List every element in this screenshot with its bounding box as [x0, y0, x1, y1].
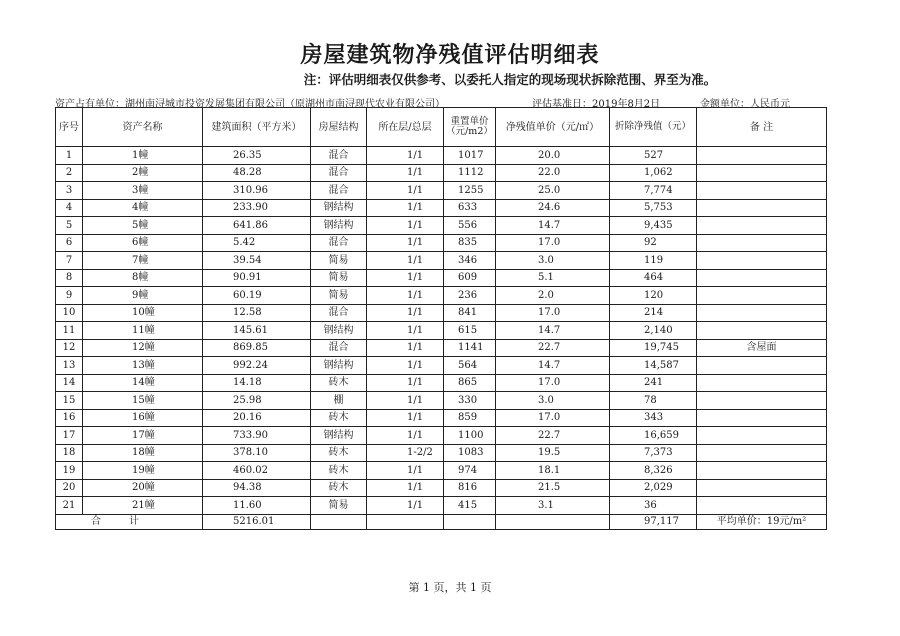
table-row — [56, 252, 827, 270]
cell-area: 641.86 — [203, 217, 311, 235]
cell-unit-cost: 346 — [444, 252, 496, 270]
cell-name: 16幢 — [83, 409, 203, 427]
table-row — [56, 462, 827, 480]
cell-floor: 1/1 — [367, 462, 444, 480]
cell-no: 21 — [56, 497, 83, 515]
cell-floor: 1/1 — [367, 357, 444, 375]
cell-floor: 1/1 — [367, 322, 444, 340]
cell-net-price: 17.0 — [496, 304, 610, 322]
cell-net-value: 464 — [610, 269, 697, 287]
cell-area: 60.19 — [203, 287, 311, 305]
header-net-value: 折除净残值（元） — [610, 108, 697, 147]
table-header-row — [56, 108, 827, 147]
cell-floor: 1/1 — [367, 269, 444, 287]
table-row — [56, 357, 827, 375]
cell-no: 6 — [56, 234, 83, 252]
cell-no: 13 — [56, 357, 83, 375]
cell-floor: 1/1 — [367, 217, 444, 235]
cell-unit-cost: 564 — [444, 357, 496, 375]
cell-net-value: 92 — [610, 234, 697, 252]
cell-floor: 1/1 — [367, 304, 444, 322]
cell-net-price: 18.1 — [496, 462, 610, 480]
header-structure: 房屋结构 — [311, 108, 367, 147]
cell-net-price: 22.7 — [496, 427, 610, 445]
header-area: 建筑面积（平方米） — [203, 108, 311, 147]
page-title: 房屋建筑物净残值评估明细表 — [300, 43, 600, 68]
cell-structure: 简易 — [311, 269, 367, 287]
cell-remark — [697, 357, 827, 375]
cell-net-price: 17.0 — [496, 409, 610, 427]
cell-unit-cost: 816 — [444, 479, 496, 497]
cell-floor: 1/1 — [367, 374, 444, 392]
cell-remark — [697, 304, 827, 322]
cell-remark — [697, 427, 827, 445]
table-row — [56, 427, 827, 445]
cell-structure: 钢结构 — [311, 217, 367, 235]
cell-net-price: 22.0 — [496, 164, 610, 182]
cell-structure: 砖木 — [311, 409, 367, 427]
header-no: 序号 — [56, 108, 83, 147]
cell-net-value: 19,745 — [610, 339, 697, 357]
cell-floor: 1/1 — [367, 182, 444, 200]
total-empty-cell — [367, 514, 444, 529]
cell-name: 14幢 — [83, 374, 203, 392]
table-row — [56, 199, 827, 217]
cell-structure: 砖木 — [311, 479, 367, 497]
cell-remark — [697, 287, 827, 305]
cell-floor: 1/1 — [367, 409, 444, 427]
cell-name: 5幢 — [83, 217, 203, 235]
cell-area: 90.91 — [203, 269, 311, 287]
cell-unit-cost: 1141 — [444, 339, 496, 357]
cell-remark — [697, 497, 827, 515]
table-row — [56, 287, 827, 305]
cell-remark — [697, 322, 827, 340]
table-row — [56, 444, 827, 462]
cell-unit-cost: 1100 — [444, 427, 496, 445]
table-row — [56, 182, 827, 200]
cell-net-price: 22.7 — [496, 339, 610, 357]
cell-net-value: 7,373 — [610, 444, 697, 462]
total-empty-cell — [444, 514, 496, 529]
cell-unit-cost: 835 — [444, 234, 496, 252]
cell-structure: 砖木 — [311, 462, 367, 480]
cell-floor: 1/1 — [367, 147, 444, 165]
cell-no: 17 — [56, 427, 83, 445]
cell-floor: 1/1 — [367, 234, 444, 252]
cell-net-value: 78 — [610, 392, 697, 410]
cell-net-value: 16,659 — [610, 427, 697, 445]
cell-net-price: 25.0 — [496, 182, 610, 200]
cell-remark — [697, 182, 827, 200]
cell-structure: 混合 — [311, 182, 367, 200]
cell-net-price: 5.1 — [496, 269, 610, 287]
table-row — [56, 164, 827, 182]
cell-structure: 砖木 — [311, 374, 367, 392]
table-row — [56, 147, 827, 165]
cell-name: 1幢 — [83, 147, 203, 165]
cell-unit-cost: 415 — [444, 497, 496, 515]
cell-unit-cost: 1083 — [444, 444, 496, 462]
cell-net-value: 527 — [610, 147, 697, 165]
cell-unit-cost: 865 — [444, 374, 496, 392]
cell-floor: 1/1 — [367, 199, 444, 217]
cell-remark — [697, 409, 827, 427]
cell-unit-cost: 633 — [444, 199, 496, 217]
cell-no: 9 — [56, 287, 83, 305]
cell-net-price: 19.5 — [496, 444, 610, 462]
cell-structure: 简易 — [311, 287, 367, 305]
cell-no: 20 — [56, 479, 83, 497]
cell-floor: 1/1 — [367, 339, 444, 357]
cell-floor: 1/1 — [367, 392, 444, 410]
cell-area: 5.42 — [203, 234, 311, 252]
table-row — [56, 497, 827, 515]
cell-unit-cost: 609 — [444, 269, 496, 287]
header-unit-cost: 重置单价（元/m2） — [444, 108, 496, 147]
cell-no: 1 — [56, 147, 83, 165]
header-net-price: 净残值单价（元/㎡） — [496, 108, 610, 147]
cell-no: 19 — [56, 462, 83, 480]
cell-net-price: 2.0 — [496, 287, 610, 305]
cell-name: 6幢 — [83, 234, 203, 252]
cell-structure: 棚 — [311, 392, 367, 410]
cell-name: 21幢 — [83, 497, 203, 515]
cell-remark — [697, 147, 827, 165]
table-row — [56, 269, 827, 287]
cell-area: 378.10 — [203, 444, 311, 462]
valuation-table — [55, 107, 827, 530]
cell-unit-cost: 236 — [444, 287, 496, 305]
cell-name: 10幢 — [83, 304, 203, 322]
cell-name: 15幢 — [83, 392, 203, 410]
cell-unit-cost: 330 — [444, 392, 496, 410]
cell-net-value: 7,774 — [610, 182, 697, 200]
cell-floor: 1/1 — [367, 164, 444, 182]
cell-structure: 钢结构 — [311, 357, 367, 375]
cell-remark — [697, 374, 827, 392]
cell-unit-cost: 974 — [444, 462, 496, 480]
cell-net-value: 120 — [610, 287, 697, 305]
table-row — [56, 374, 827, 392]
cell-area: 145.61 — [203, 322, 311, 340]
cell-no: 5 — [56, 217, 83, 235]
cell-structure: 砖木 — [311, 444, 367, 462]
base-date: 评估基准日：2019年8月2日 — [532, 99, 661, 110]
total-area: 5216.01 — [203, 514, 311, 529]
cell-no: 3 — [56, 182, 83, 200]
cell-net-price: 14.7 — [496, 217, 610, 235]
cell-unit-cost: 1112 — [444, 164, 496, 182]
cell-area: 11.60 — [203, 497, 311, 515]
cell-no: 11 — [56, 322, 83, 340]
table-row — [56, 339, 827, 357]
cell-no: 16 — [56, 409, 83, 427]
cell-unit-cost: 1017 — [444, 147, 496, 165]
cell-no: 2 — [56, 164, 83, 182]
cell-name: 4幢 — [83, 199, 203, 217]
cell-net-price: 3.1 — [496, 497, 610, 515]
cell-net-value: 2,140 — [610, 322, 697, 340]
cell-floor: 1/1 — [367, 497, 444, 515]
cell-net-value: 1,062 — [610, 164, 697, 182]
cell-name: 3幢 — [83, 182, 203, 200]
cell-area: 14.18 — [203, 374, 311, 392]
table-row — [56, 217, 827, 235]
cell-name: 13幢 — [83, 357, 203, 375]
cell-structure: 混合 — [311, 304, 367, 322]
cell-area: 310.96 — [203, 182, 311, 200]
cell-name: 7幢 — [83, 252, 203, 270]
cell-remark — [697, 269, 827, 287]
cell-unit-cost: 859 — [444, 409, 496, 427]
cell-floor: 1/1 — [367, 252, 444, 270]
cell-name: 11幢 — [83, 322, 203, 340]
cell-area: 460.02 — [203, 462, 311, 480]
table-row — [56, 304, 827, 322]
cell-floor: 1/1 — [367, 427, 444, 445]
cell-net-value: 36 — [610, 497, 697, 515]
cell-net-value: 8,326 — [610, 462, 697, 480]
cell-name: 20幢 — [83, 479, 203, 497]
cell-net-value: 343 — [610, 409, 697, 427]
cell-area: 12.58 — [203, 304, 311, 322]
cell-no: 8 — [56, 269, 83, 287]
total-label: 合计 — [56, 514, 203, 529]
cell-area: 26.35 — [203, 147, 311, 165]
table-row — [56, 322, 827, 340]
cell-net-price: 3.0 — [496, 252, 610, 270]
cell-net-price: 20.0 — [496, 147, 610, 165]
currency-unit: 金额单位：人民币元 — [700, 99, 790, 110]
cell-structure: 钢结构 — [311, 199, 367, 217]
cell-area: 20.16 — [203, 409, 311, 427]
total-empty-cell — [311, 514, 367, 529]
cell-structure: 混合 — [311, 234, 367, 252]
cell-remark — [697, 252, 827, 270]
cell-net-price: 3.0 — [496, 392, 610, 410]
cell-net-value: 119 — [610, 252, 697, 270]
cell-structure: 混合 — [311, 339, 367, 357]
cell-name: 12幢 — [83, 339, 203, 357]
total-empty-cell — [496, 514, 610, 529]
cell-net-price: 21.5 — [496, 479, 610, 497]
cell-name: 18幢 — [83, 444, 203, 462]
cell-net-value: 214 — [610, 304, 697, 322]
header-name: 资产名称 — [83, 108, 203, 147]
table-row — [56, 234, 827, 252]
table-row — [56, 409, 827, 427]
cell-area: 869.85 — [203, 339, 311, 357]
cell-remark — [697, 234, 827, 252]
cell-area: 94.38 — [203, 479, 311, 497]
cell-remark: 含屋面 — [697, 339, 827, 357]
table-row — [56, 479, 827, 497]
cell-remark — [697, 462, 827, 480]
cell-remark — [697, 217, 827, 235]
header-floor: 所在层/总层 — [367, 108, 444, 147]
cell-net-value: 9,435 — [610, 217, 697, 235]
cell-net-value: 14,587 — [610, 357, 697, 375]
cell-structure: 钢结构 — [311, 427, 367, 445]
cell-net-price: 24.6 — [496, 199, 610, 217]
cell-no: 14 — [56, 374, 83, 392]
cell-no: 18 — [56, 444, 83, 462]
cell-unit-cost: 1255 — [444, 182, 496, 200]
cell-structure: 混合 — [311, 147, 367, 165]
cell-remark — [697, 392, 827, 410]
cell-area: 48.28 — [203, 164, 311, 182]
cell-net-price: 17.0 — [496, 234, 610, 252]
cell-unit-cost: 556 — [444, 217, 496, 235]
cell-remark — [697, 164, 827, 182]
cell-structure: 简易 — [311, 252, 367, 270]
cell-area: 233.90 — [203, 199, 311, 217]
total-average-price: 平均单价：19元/m² — [697, 514, 827, 529]
cell-remark — [697, 444, 827, 462]
cell-name: 8幢 — [83, 269, 203, 287]
cell-net-value: 2,029 — [610, 479, 697, 497]
cell-area: 992.24 — [203, 357, 311, 375]
cell-name: 2幢 — [83, 164, 203, 182]
cell-name: 17幢 — [83, 427, 203, 445]
header-remark: 备 注 — [697, 108, 827, 147]
cell-name: 9幢 — [83, 287, 203, 305]
cell-area: 39.54 — [203, 252, 311, 270]
cell-structure: 混合 — [311, 164, 367, 182]
cell-floor: 1/1 — [367, 479, 444, 497]
disclaimer-note: 注：评估明细表仅供参考、以委托人指定的现场现状拆除范围、界至为准。 — [303, 72, 717, 87]
cell-no: 12 — [56, 339, 83, 357]
cell-structure: 简易 — [311, 497, 367, 515]
cell-net-price: 17.0 — [496, 374, 610, 392]
cell-remark — [697, 479, 827, 497]
cell-no: 15 — [56, 392, 83, 410]
cell-remark — [697, 199, 827, 217]
total-net-value: 97,117 — [610, 514, 697, 529]
cell-net-price: 14.7 — [496, 322, 610, 340]
cell-no: 4 — [56, 199, 83, 217]
cell-area: 25.98 — [203, 392, 311, 410]
cell-net-value: 241 — [610, 374, 697, 392]
cell-unit-cost: 841 — [444, 304, 496, 322]
page-number: 第 1 页，共 1 页 — [408, 581, 492, 594]
cell-net-price: 14.7 — [496, 357, 610, 375]
cell-structure: 钢结构 — [311, 322, 367, 340]
cell-unit-cost: 615 — [444, 322, 496, 340]
cell-area: 733.90 — [203, 427, 311, 445]
cell-floor: 1-2/2 — [367, 444, 444, 462]
cell-no: 7 — [56, 252, 83, 270]
cell-name: 19幢 — [83, 462, 203, 480]
cell-floor: 1/1 — [367, 287, 444, 305]
total-row — [56, 514, 827, 529]
cell-net-value: 5,753 — [610, 199, 697, 217]
owner-unit: 资产占有单位：湖州南浔城市投资发展集团有限公司（原湖州市南浔现代农业有限公司） — [55, 99, 445, 110]
table-row — [56, 392, 827, 410]
cell-no: 10 — [56, 304, 83, 322]
